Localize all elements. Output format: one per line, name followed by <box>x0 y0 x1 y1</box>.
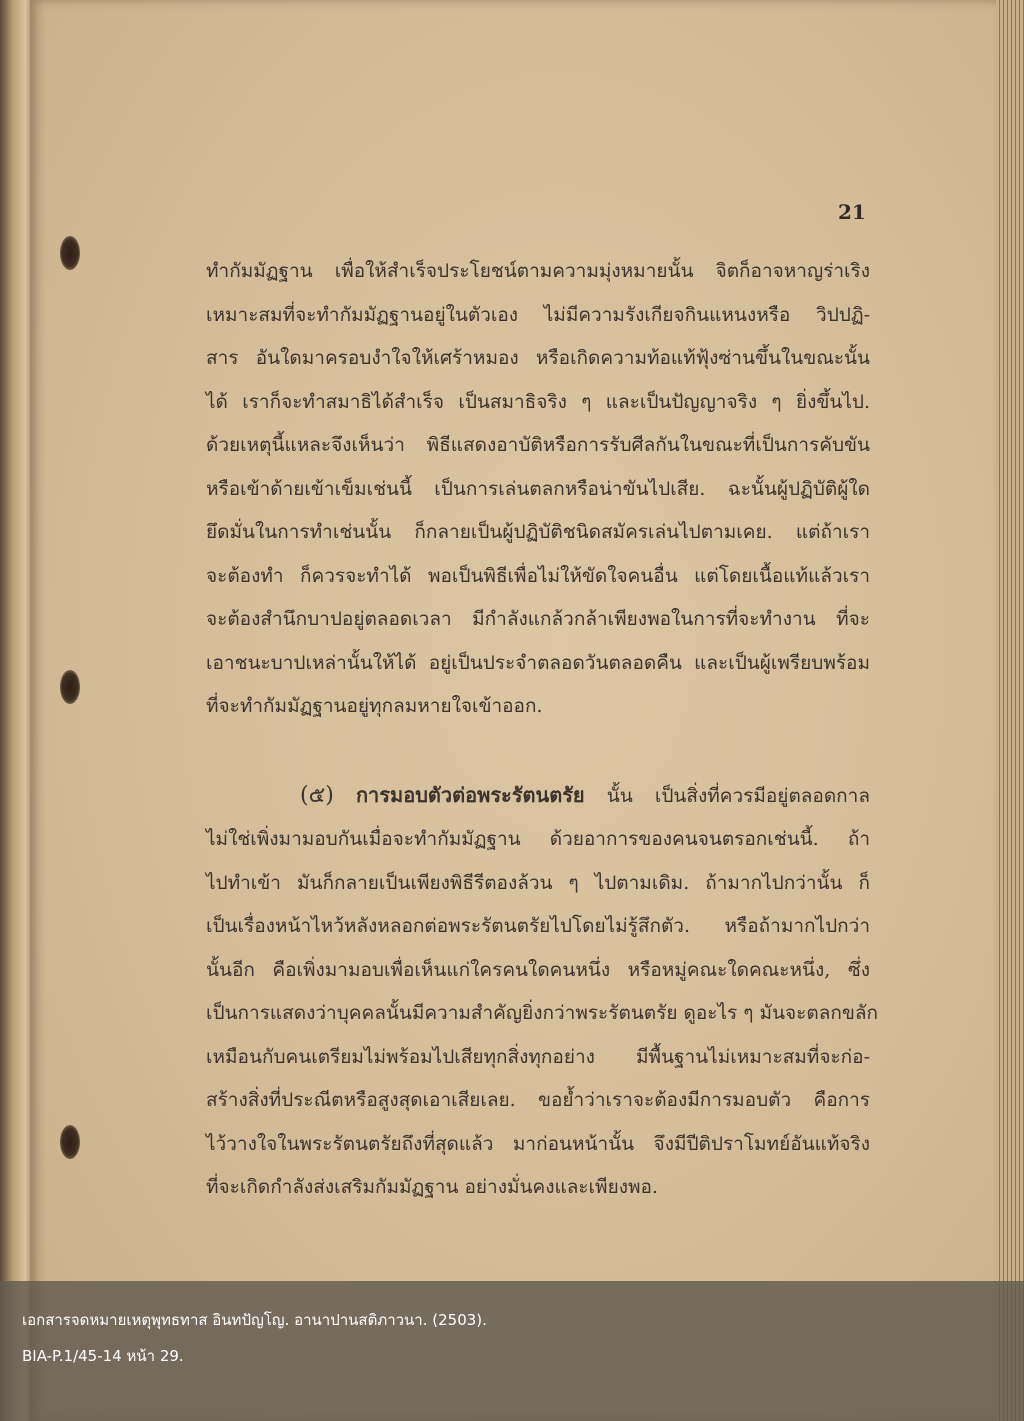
section-heading-line <box>206 774 870 819</box>
text-line: เหมาะสมที่จะทำกัมมัฏฐานอยู่ในตัวเอง ไม่มีความรังเกียจกินแหนงหรือ วิปปฏิ- <box>206 303 870 326</box>
text-line: ที่จะเกิดกำลังส่งเสริมกัมมัฏฐาน อย่างมั่นคงและเพียงพอ. <box>206 1176 658 1198</box>
section-heading: การมอบตัวต่อพระรัตนตรัย <box>355 782 585 807</box>
paragraph-gap <box>206 729 870 774</box>
text-line: เหมือนกับคนเตรียมไม่พร้อมไปเสียทุกสิ่งทุกอย่าง มีพื้นฐานไม่เหมาะสมที่จะก่อ- <box>206 1045 870 1068</box>
section-number: (๕) <box>300 782 334 808</box>
text-line: เป็นเรื่องหน้าไหว้หลังหลอกต่อพระรัตนตรัยไปโดยไม่รู้สึกตัว. หรือถ้ามากไปกว่า <box>206 915 870 937</box>
text-line: ไว้วางใจในพระรัตนตรัยถึงที่สุดแล้ว มาก่อนหน้านั้น จึงมีปีติปราโมทย์อันแท้จริง <box>206 1132 870 1155</box>
text-line: นั้นอีก คือเพิ่งมามอบเพื่อเห็นแก่ใครคนใดคนหนึ่ง หรือหมู่คณะใดคณะหนึ่ง, ซึ่ง <box>206 958 870 981</box>
text-line: ด้วยเหตุนี้แหละจึงเห็นว่า พิธีแสดงอาบัติหรือการรับศีลกันในขณะที่เป็นการคับขัน <box>206 434 870 456</box>
text-line: เอาชนะบาปเหล่านั้นให้ได้ อยู่เป็นประจำตลอดวันตลอดคืน และเป็นผู้เพรียบพร้อม <box>206 651 870 674</box>
text-line: ไม่ใช่เพิ่งมามอบกันเมื่อจะทำกัมมัฏฐาน ด้วยอาการของคนจนตรอกเช่นนี้. ถ้า <box>206 828 870 850</box>
text-line: ยึดมั่นในการทำเช่นนั้น ก็กลายเป็นผู้ปฏิบัติชนิดสมัครเล่นไปตามเคย. แต่ถ้าเรา <box>206 521 870 543</box>
binding-hole <box>60 670 80 704</box>
text-line: ที่จะทำกัมมัฏฐานอยู่ทุกลมหายใจเข้าออก. <box>206 695 543 717</box>
text-line: ไปทำเข้า มันก็กลายเป็นเพียงพิธีรีตองล้วน ๆ ไปตามเดิม. ถ้ามากไปกว่านั้น ก็ <box>206 871 870 894</box>
text-line: สาร อันใดมาครอบงำใจให้เศร้าหมอง หรือเกิดความท้อแท้ฟุ้งซ่านขึ้นในขณะนั้น <box>206 347 870 369</box>
text-line: จะต้องสำนึกบาปอยู่ตลอดเวลา มีกำลังแกล้วกล้าเพียงพอในการที่จะทำงาน ที่จะ <box>206 608 870 630</box>
text-line: ได้ เราก็จะทำสมาธิได้สำเร็จ เป็นสมาธิจริง ๆ และเป็นปัญญาจริง ๆ ยิ่งขึ้นไป. <box>206 390 870 413</box>
binding-hole <box>60 1125 80 1159</box>
text-line: จะต้องทำ ก็ควรจะทำได้ พอเป็นพิธีเพื่อไม่ให้ขัดใจคนอื่น แต่โดยเนื้อแท้แล้วเรา <box>206 564 870 587</box>
caption-source: เอกสารจดหมายเหตุพุทธทาส อินทปัญโญ. อานาปานสติภาวนา. (2503). <box>22 1311 487 1329</box>
text-line: ทำกัมมัฏฐาน เพื่อให้สำเร็จประโยชน์ตามความมุ่งหมายนั้น จิตก็อาจหาญร่าเริง <box>206 260 870 282</box>
body-text <box>206 250 878 1210</box>
page-number: 21 <box>838 200 866 224</box>
text-line: หรือเข้าด้ายเข้าเข็มเช่นนี้ เป็นการเล่นตลกหรือน่าขันไปเสีย. ฉะนั้นผู้ปฏิบัติผู้ใด <box>206 477 870 500</box>
heading-line-rest: นั้น เป็นสิ่งที่ควรมีอยู่ตลอดกาล <box>606 784 870 807</box>
binding-hole <box>60 236 80 270</box>
text-line: สร้างสิ่งที่ประณีตหรือสูงสุดเอาเสียเลย. ขอย้ำว่าเราจะต้องมีการมอบตัว คือการ <box>206 1089 870 1111</box>
caption-reference: BIA-P.1/45-14 หน้า 29. <box>22 1347 184 1365</box>
text-line: เป็นการแสดงว่าบุคคลนั้นมีความสำคัญยิ่งกว่าพระรัตนตรัย ดูอะไร ๆ มันจะตลกขลัก <box>206 1002 878 1024</box>
caption-overlay <box>0 1281 1024 1421</box>
